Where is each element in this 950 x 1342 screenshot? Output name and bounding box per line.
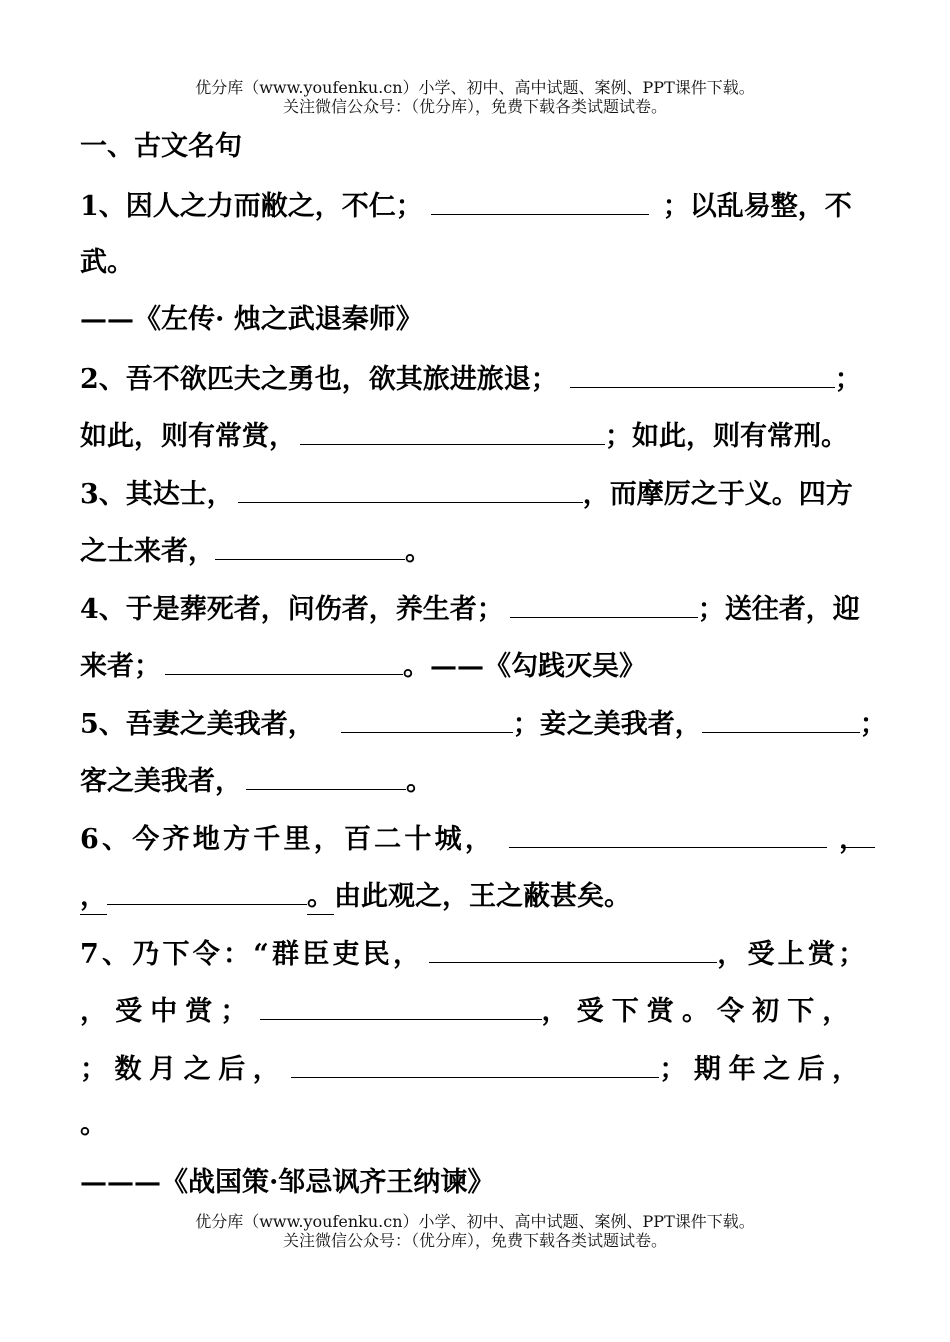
question-2-line-1 [80, 361, 862, 397]
question-1-line-1 [80, 188, 852, 224]
q6-blank-2[interactable] [107, 878, 307, 905]
page-footer [0, 1212, 950, 1250]
q3-blank-1[interactable] [238, 476, 583, 503]
q1-text-b: ；以乱易整，不 [662, 191, 852, 222]
q3-text-d: 。 [405, 536, 432, 567]
q4-blank-2[interactable] [165, 648, 403, 675]
q6-text-e: 由此观之，王之蔽甚矣。 [334, 881, 631, 912]
section-title: 一、古文名句 [80, 131, 242, 162]
question-3-line-2 [80, 533, 432, 569]
q4-text-d: 。——《勾践灭吴》 [403, 651, 646, 682]
q7-text-e: ；数月之后， [80, 1054, 288, 1085]
q1-blank-1[interactable] [431, 188, 649, 215]
q5-text-b: ；妾之美我者， [512, 709, 702, 740]
footer-line-1: 优分库（www.youfenku.cn）小学、初中、高中试题、案例、PPT课件下载。 [195, 1212, 755, 1231]
q4-text-a: 4、于是葬死者，问伤者，养生者； [80, 594, 504, 625]
q6-text-a: 6、今齐地方千里，百二十城， [80, 824, 496, 855]
q2-text-b: ； [834, 364, 862, 395]
q2-blank-2[interactable] [300, 418, 605, 445]
q7-text-c: ，受中赏； [80, 996, 256, 1027]
q3-text-b: ，而摩厉之于义。四方 [582, 479, 853, 510]
q5-text-c: ； [859, 709, 887, 740]
q4-text-b: ；送往者，迎 [697, 594, 860, 625]
q5-blank-1[interactable] [341, 706, 513, 733]
question-2-line-2 [80, 418, 848, 454]
source-2: ———《战国策·邹忌讽齐王纳谏》 [80, 1167, 495, 1198]
question-5-line-1 [80, 706, 887, 742]
question-3-line-1 [80, 476, 853, 512]
page-header [0, 78, 950, 116]
q3-text-a: 3、其达士， [80, 479, 234, 510]
q7-text-d: ，受下赏。令初下， [541, 996, 858, 1027]
q2-text-c: 如此，则有常赏， [80, 421, 296, 452]
source-1: ——《左传· 烛之武退秦师》 [80, 304, 423, 335]
question-7-line-3 [80, 1051, 867, 1087]
q5-text-e: 。 [406, 766, 433, 797]
question-4-line-2 [80, 648, 646, 684]
q7-text-b: ，受上赏； [717, 939, 869, 970]
q6-text-b: ， [839, 824, 870, 855]
q1-text-a: 1、因人之力而敝之，不仁； [80, 191, 423, 222]
question-1-line-2: 武。 [80, 247, 134, 278]
q6-blank-1-tail [841, 821, 875, 848]
q6-blank-1[interactable] [509, 821, 827, 848]
question-7-line-2 [80, 993, 857, 1029]
header-line-1: 优分库（www.youfenku.cn）小学、初中、高中试题、案例、PPT课件下载。 [195, 78, 755, 97]
q7-text-a: 7、乃下令：“群臣吏民， [80, 939, 424, 970]
q5-text-a: 5、吾妻之美我者， [80, 709, 315, 740]
q3-blank-2[interactable] [215, 533, 405, 560]
question-7-line-4: 。 [80, 1109, 107, 1140]
q7-blank-3[interactable] [291, 1051, 659, 1078]
question-5-line-2 [80, 763, 433, 799]
question-4-line-1 [80, 591, 860, 627]
q7-blank-2[interactable] [260, 993, 542, 1020]
q6-text-d: 。 [307, 880, 334, 915]
question-6-line-2 [80, 878, 631, 915]
q7-text-f: ；期年之后， [659, 1054, 867, 1085]
q4-text-c: 来者； [80, 651, 161, 682]
header-line-2: 关注微信公众号：（优分库），免费下载各类试题试卷。 [282, 97, 667, 116]
q2-text-d: ；如此，则有常刑。 [605, 421, 848, 452]
q6-text-c: ， [80, 880, 107, 915]
question-6-line-1 [80, 821, 875, 857]
q5-blank-3[interactable] [246, 763, 406, 790]
q2-text-a: 2、吾不欲匹夫之勇也，欲其旅进旅退； [80, 364, 558, 395]
q5-blank-2[interactable] [702, 706, 860, 733]
question-7-line-1 [80, 936, 868, 972]
q4-blank-1[interactable] [510, 591, 698, 618]
footer-line-2: 关注微信公众号：（优分库），免费下载各类试题试卷。 [282, 1231, 667, 1250]
q3-text-c: 之士来者， [80, 536, 215, 567]
q5-text-d: 客之美我者， [80, 766, 242, 797]
q7-blank-1[interactable] [429, 936, 717, 963]
q2-blank-1[interactable] [570, 361, 835, 388]
